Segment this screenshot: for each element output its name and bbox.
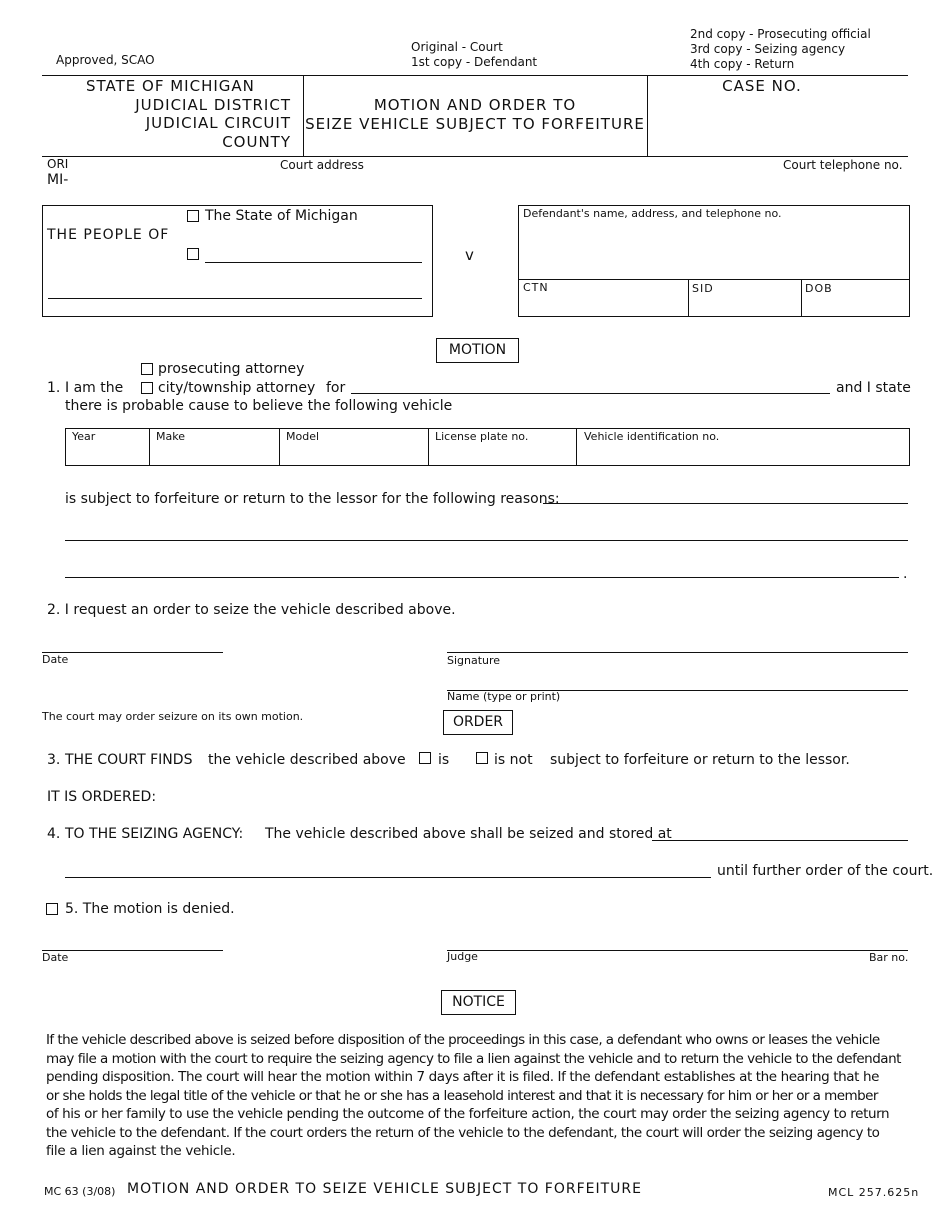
city-attorney-option: city/township attorney	[158, 380, 316, 396]
ctn-divider	[688, 279, 689, 317]
county: COUNTY	[222, 132, 291, 151]
item5-text: 5. The motion is denied.	[65, 901, 235, 917]
other-plaintiff-checkbox[interactable]	[187, 248, 199, 260]
subject-forfeiture-text: subject to forfeiture or return to the lessor.	[550, 752, 850, 768]
vehicle-described-text: the vehicle described above	[208, 752, 406, 768]
item3-number: 3.	[47, 752, 61, 768]
judge-label: Judge	[447, 950, 478, 963]
vehicle-model-label: Model	[286, 430, 320, 443]
court-may-order-text: The court may order seizure on its own motion.	[42, 710, 304, 723]
signature-line[interactable]	[447, 652, 908, 653]
other-plaintiff-line[interactable]	[205, 262, 422, 263]
vehicle-col-divider-4	[576, 428, 577, 466]
for-label: for	[326, 380, 346, 396]
notice-line-6: the vehicle to the defendant. If the court orders the return of the vehicle to the defendant, the court will order the seizing agency to	[46, 1124, 880, 1141]
court-phone-label: Court telephone no.	[783, 158, 903, 172]
people-of-label: THE PEOPLE OF	[47, 227, 170, 243]
sid-label: SID	[692, 282, 714, 295]
header-top-rule	[42, 75, 908, 76]
notice-line-3: pending disposition. The court will hear the motion within 7 days after it is filed. If the defendant establishes at the hearing that he	[46, 1069, 880, 1085]
form-title-line2: SEIZE VEHICLE SUBJECT TO FORFEITURE	[305, 114, 645, 133]
judicial-district: JUDICIAL DISTRICT	[135, 95, 291, 114]
state-of-michigan-checkbox[interactable]	[187, 210, 199, 222]
dob-label: DOB	[805, 282, 833, 295]
copy-original: Original - Court	[411, 40, 503, 54]
reasons-text: is subject to forfeiture or return to the lessor for the following reasons:	[65, 491, 560, 507]
copy-second: 2nd copy - Prosecuting official	[690, 27, 871, 41]
defendant-label: Defendant's name, address, and telephone no.	[523, 207, 782, 220]
i-am-the-label: I am the	[65, 380, 124, 396]
versus-label: v	[465, 246, 474, 264]
notice-line-5: of his or her family to use the vehicle pending the outcome of the forfeiture action, the court may order the seizing agency to return	[46, 1106, 890, 1122]
is-subject-checkbox[interactable]	[419, 752, 431, 764]
motion-date-label: Date	[42, 653, 69, 666]
reasons-period: .	[903, 566, 908, 582]
seized-stored-text: The vehicle described above shall be seized and stored at	[265, 826, 672, 842]
vehicle-make-label: Make	[156, 430, 185, 443]
court-jurisdiction	[50, 77, 291, 151]
ori-label: ORI	[47, 157, 69, 171]
notice-line-4: or she holds the legal title of the vehicle or that he or she has a leasehold interest and that it is necessary for him or her or a member	[46, 1087, 878, 1104]
order-date-line[interactable]	[42, 950, 223, 951]
state-of-michigan-option: The State of Michigan	[205, 208, 358, 224]
vehicle-year-label: Year	[72, 430, 96, 443]
form-title-line1: MOTION AND ORDER TO	[373, 96, 577, 114]
form-id: MC 63 (3/08)	[44, 1185, 116, 1198]
item1-number: 1.	[47, 380, 61, 396]
state-of-michigan: STATE OF MICHIGAN	[86, 77, 255, 95]
notice-text	[46, 1031, 916, 1161]
item2-text: 2. I request an order to seize the vehicle described above.	[47, 602, 456, 618]
mcl-reference: MCL 257.625n	[828, 1186, 920, 1199]
copy-fourth: 4th copy - Return	[690, 57, 795, 71]
vehicle-col-divider-1	[149, 428, 150, 466]
reasons-line-2[interactable]	[65, 540, 908, 541]
notice-heading: NOTICE	[441, 990, 516, 1015]
motion-heading: MOTION	[436, 338, 519, 363]
is-label: is	[438, 752, 450, 768]
order-date-label: Date	[42, 951, 69, 964]
motion-denied-checkbox[interactable]	[46, 903, 58, 915]
form-title	[303, 96, 647, 133]
copies-original	[411, 40, 537, 70]
motion-date-line[interactable]	[42, 652, 223, 653]
notice-line-7: file a lien against the vehicle.	[46, 1143, 236, 1159]
attorney-for-line[interactable]	[351, 393, 830, 394]
copies-distribution	[690, 27, 871, 72]
copy-third: 3rd copy - Seizing agency	[690, 42, 846, 56]
reasons-line-1[interactable]	[543, 503, 908, 504]
footer-form-title: MOTION AND ORDER TO SEIZE VEHICLE SUBJECT TO FORFEITURE	[127, 1181, 642, 1197]
court-address-label: Court address	[280, 158, 364, 172]
plaintiff-extra-line[interactable]	[48, 298, 422, 299]
license-plate-label: License plate no.	[435, 430, 529, 443]
judicial-circuit: JUDICIAL CIRCUIT	[145, 114, 291, 132]
probable-cause-text: there is probable cause to believe the following vehicle	[65, 398, 453, 414]
header-bottom-rule	[42, 156, 908, 157]
judge-signature-line[interactable]	[447, 950, 908, 951]
notice-line-1: If the vehicle described above is seized before disposition of the proceedings in this case, a defendant who owns or leases the vehicle	[46, 1032, 880, 1048]
to-seizing-agency-label: TO THE SEIZING AGENCY:	[65, 826, 244, 842]
storage-location-line-1[interactable]	[652, 840, 908, 841]
city-attorney-checkbox[interactable]	[141, 382, 153, 394]
and-i-state-label: and I state	[836, 380, 911, 396]
signature-label: Signature	[447, 654, 501, 667]
ctn-label: CTN	[523, 281, 549, 294]
sid-divider	[801, 279, 802, 317]
vehicle-col-divider-3	[428, 428, 429, 466]
vin-label: Vehicle identification no.	[584, 430, 720, 443]
defendant-divider	[518, 279, 910, 280]
approved-label: Approved, SCAO	[56, 53, 155, 67]
item4-number: 4.	[47, 826, 61, 842]
vehicle-col-divider-2	[279, 428, 280, 466]
order-heading: ORDER	[443, 710, 513, 735]
prosecuting-attorney-checkbox[interactable]	[141, 363, 153, 375]
bar-no-label: Bar no.	[869, 951, 909, 964]
case-no-label: CASE NO.	[722, 77, 802, 95]
until-further-order-text: until further order of the court.	[717, 863, 934, 879]
court-finds-label: THE COURT FINDS	[65, 752, 193, 768]
name-print-label: Name (type or print)	[447, 690, 561, 703]
notice-line-2: may file a motion with the court to require the seizing agency to file a lien against the vehicle and to return the vehicle to the defendant	[46, 1050, 901, 1067]
is-not-label: is not	[494, 752, 533, 768]
storage-location-line-2[interactable]	[65, 877, 711, 878]
reasons-line-3[interactable]	[65, 577, 899, 578]
copy-first: 1st copy - Defendant	[411, 55, 538, 69]
mi-label: MI-	[47, 172, 69, 188]
it-is-ordered-label: IT IS ORDERED:	[47, 789, 157, 805]
is-not-subject-checkbox[interactable]	[476, 752, 488, 764]
prosecuting-attorney-option: prosecuting attorney	[158, 361, 305, 377]
defendant-box[interactable]	[518, 205, 910, 317]
